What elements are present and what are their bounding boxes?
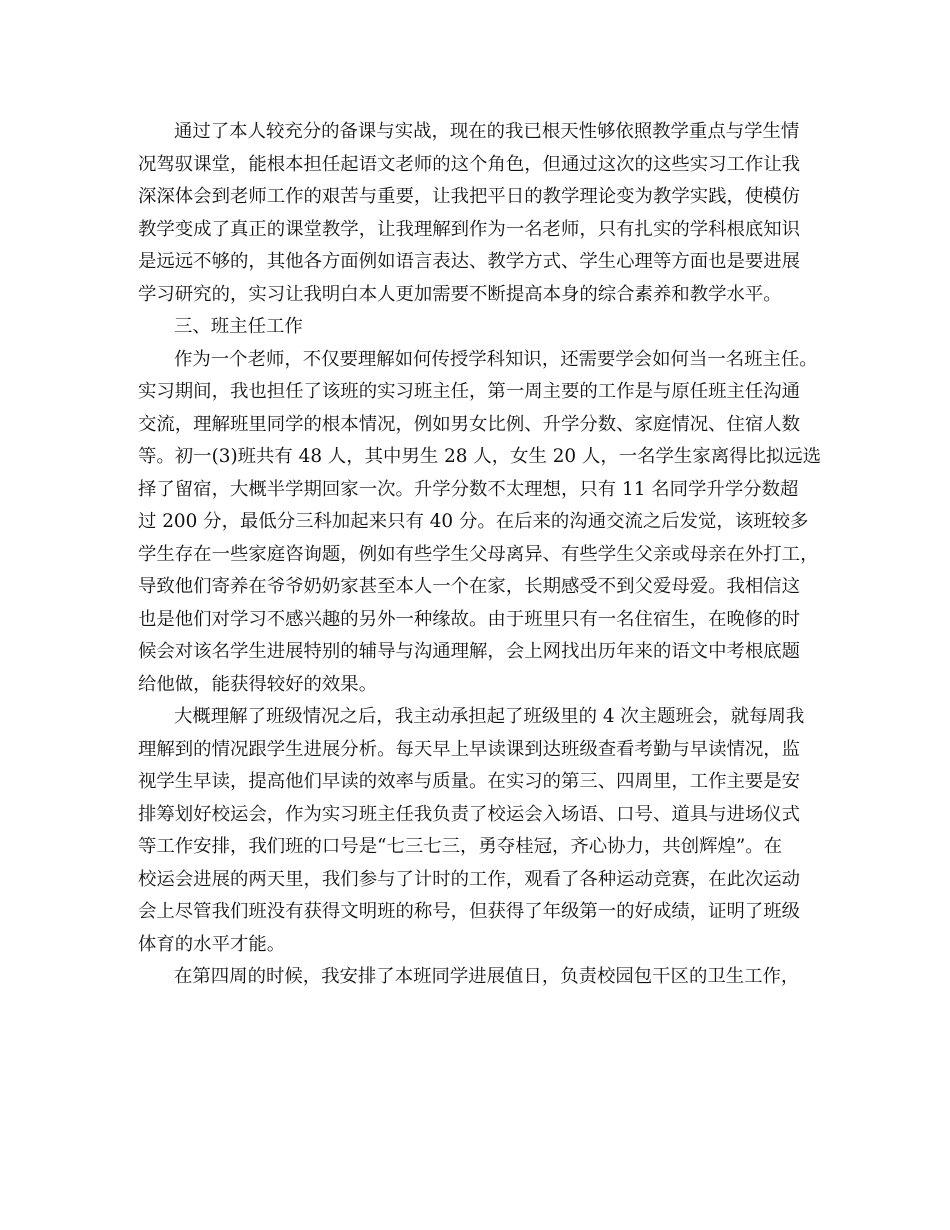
text-line: 况驾驭课堂，能根本担任起语文老师的这个角色，但通过这次的这些实习工作让我 [138,153,801,175]
paragraph-class-meetings [138,701,818,961]
text-line: 作为一个老师，不仅要理解如何传授学科知识，还需要学会如何当一名班主任。 [174,348,818,370]
paragraph-class-situation [138,344,822,702]
text-line: 排筹划好校运会，作为实习班主任我负责了校运会入场语、口号、道具与进场仪式 [138,803,801,825]
text-line: 择了留宿，大概半学期回家一次。升学分数不太理想，只有 11 名同学升学分数超 [138,478,799,500]
text-line: 教学变成了真正的课堂教学，让我理解到作为一名老师，只有扎实的学科根底知识 [138,218,801,240]
text-line: 导致他们寄养在爷爷奶奶家甚至本人一个在家，长期感受不到父爱母爱。我相信这 [138,576,801,597]
text-line: 交流，理解班里同学的根本情况，例如男女比例、升学分数、家庭情况、住宿人数 [138,413,801,435]
text-line: 候会对该名学生进展特别的辅导与沟通理解，会上网找出历年来的语文中考根底题 [138,641,801,662]
text-line: 大概理解了班级情况之后，我主动承担起了班级里的 4 次主题班会，就每周我 [174,706,805,727]
text-line: 学生存在一些家庭咨询题，例如有些学生父母离异、有些学生父亲或母亲在外打工， [138,543,819,565]
text-line: 校运会进展的两天里，我们参与了计时的工作，观看了各种运动竞赛，在此次运动 [138,868,801,890]
text-line: 在第四周的时候，我安排了本班同学进展值日，负责校园包干区的卫生工作， [174,966,800,987]
text-line: 深深体会到老师工作的艰苦与重要，让我把平日的教学理论变为教学实践，使模仿 [138,186,801,207]
text-line: 是远远不够的，其他各方面例如语言表达、教学方式、学生心理等方面也是要进展 [138,251,801,272]
text-line: 给他做，能获得较好的效果。 [138,673,378,695]
text-line: 通过了本人较充分的备课与实战，现在的我已根天性够依照教学重点与学生情 [174,121,800,142]
text-line: 实习期间，我也担任了该班的实习班主任，第一周主要的工作是与原任班主任沟通 [138,381,801,402]
text-line: 学习研究的，实习让我明白本人更加需要不断提高本身的综合素养和教学水平。 [138,283,782,305]
section-heading: 三、班主任工作 [174,316,303,337]
text-line: 理解到的情况跟学生进展分析。每天早上早读课到达班级查看考勤与早读情况，监 [138,738,801,760]
paragraph-teaching-summary [138,116,818,311]
paragraph-duty-roster [138,961,818,994]
text-line: 视学生早读，提高他们早读的效率与质量。在实习的第三、四周里，工作主要是安 [138,771,801,792]
text-line: 体育的水平才能。 [138,933,286,955]
document-body [138,116,822,994]
text-line: 也是他们对学习不感兴趣的另外一种缘故。由于班里只有一名住宿生，在晚修的时 [138,608,801,630]
text-line: 等工作安排，我们班的口号是“七三七三，勇夺桂冠，齐心协力，共创辉煌”。在 [138,836,783,857]
text-line: 等。初一(3)班共有 48 人，其中男生 28 人，女生 20 人，一名学生家离得比拟远选 [138,446,822,467]
text-line: 会上尽管我们班没有获得文明班的称号，但获得了年级第一的好成绩，证明了班级 [138,901,801,922]
text-line: 过 200 分，最低分三科加起来只有 40 分。在后来的沟通交流之后发觉，该班较多 [138,511,809,532]
